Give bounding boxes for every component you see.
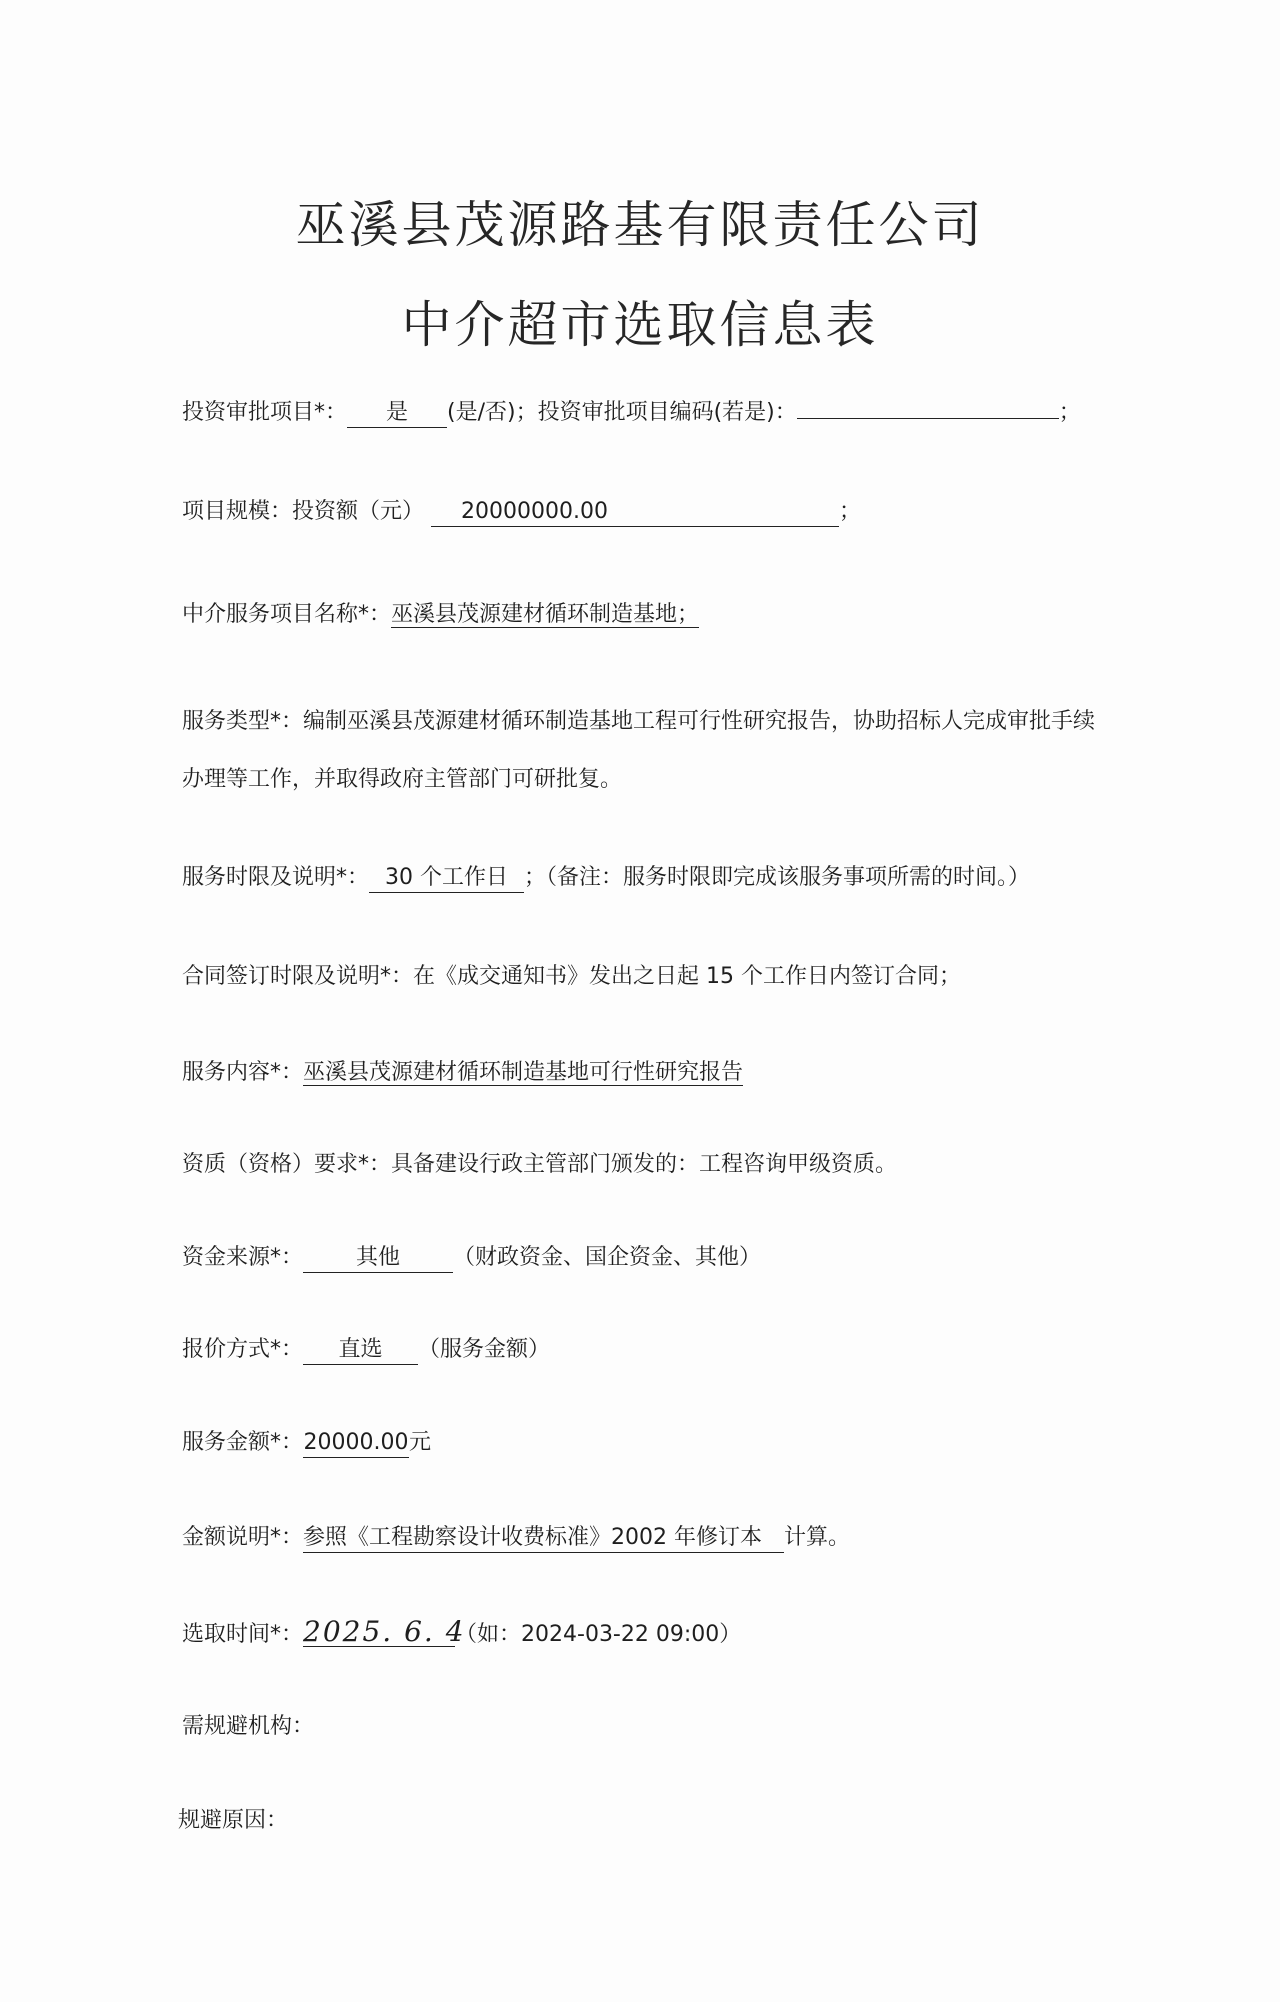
service-period-row [182, 863, 1030, 893]
selection-time-row [182, 1615, 742, 1650]
service-amount-unit: 元 [409, 1430, 432, 1455]
investment-approval-end: ； [1058, 400, 1081, 425]
selection-time-value[interactable]: 2025. 6. 4 [303, 1615, 466, 1648]
selection-time-label: 选取时间*： [182, 1622, 304, 1647]
service-type-row [182, 693, 1102, 809]
service-period-note: ；（备注：服务时限即完成该服务事项所需的时间。） [524, 865, 1031, 890]
quote-method-label: 报价方式*： [182, 1337, 304, 1362]
fund-source-label: 资金来源*： [182, 1245, 304, 1270]
investment-approval-options: (是/否)；投资审批项目编码(若是)： [447, 400, 797, 425]
service-project-name-value[interactable]: 巫溪县茂源建材循环制造基地； [391, 602, 700, 627]
fund-source-options: （财政资金、国企资金、其他） [453, 1245, 762, 1270]
service-type-label: 服务类型*： [182, 709, 304, 734]
amount-note-label: 金额说明*： [182, 1525, 304, 1550]
quote-method-row [182, 1335, 550, 1365]
project-scale-row [182, 497, 861, 527]
project-scale-label: 项目规模：投资额（元） [182, 499, 425, 524]
investment-approval-label: 投资审批项目*： [182, 400, 348, 425]
amount-note-value[interactable]: 参照《工程勘察设计收费标准》2002 年修订本 [303, 1524, 784, 1553]
selection-time-example: （如：2024-03-22 09:00） [455, 1622, 742, 1647]
investment-approval-value[interactable]: 是 [347, 399, 447, 428]
qualification-label: 资质（资格）要求*： [182, 1152, 392, 1177]
contract-signing-row [182, 962, 961, 992]
avoid-agency-row [182, 1712, 314, 1742]
contract-signing-value: 在《成交通知书》发出之日起 15 个工作日内签订合同； [413, 964, 961, 989]
contract-signing-label: 合同签订时限及说明*： [182, 964, 414, 989]
quote-method-value[interactable]: 直选 [303, 1336, 418, 1365]
fund-source-value[interactable]: 其他 [303, 1244, 453, 1273]
service-period-value[interactable]: 30 个工作日 [369, 864, 524, 893]
form-title: 中介超市选取信息表 [401, 296, 879, 354]
investment-approval-row [182, 398, 1081, 428]
qualification-value: 具备建设行政主管部门颁发的：工程咨询甲级资质。 [391, 1152, 898, 1177]
qualification-row [182, 1150, 897, 1180]
project-scale-value[interactable]: 20000000.00 [431, 498, 839, 527]
service-content-label: 服务内容*： [182, 1060, 304, 1085]
investment-code-field[interactable] [797, 418, 1059, 419]
avoid-reason-label: 规避原因： [178, 1808, 289, 1833]
avoid-agency-label: 需规避机构： [182, 1714, 315, 1739]
service-type-value: 编制巫溪县茂源建材循环制造基地工程可行性研究报告，协助招标人完成审批手续办理等工作，并取得政府主管部门可研批复。 [182, 709, 1096, 792]
service-project-name-row [182, 600, 699, 630]
project-scale-end: ； [839, 499, 862, 524]
service-amount-label: 服务金额*： [182, 1430, 304, 1455]
amount-note-end: 计算。 [784, 1525, 851, 1550]
service-content-value[interactable]: 巫溪县茂源建材循环制造基地可行性研究报告 [303, 1060, 744, 1085]
company-title: 巫溪县茂源路基有限责任公司 [295, 196, 985, 254]
service-amount-row [182, 1428, 431, 1458]
service-content-row [182, 1058, 743, 1088]
service-amount-value[interactable]: 20000.00 [303, 1429, 409, 1458]
quote-method-options: （服务金额） [418, 1337, 551, 1362]
service-project-name-label: 中介服务项目名称*： [182, 602, 392, 627]
amount-note-row [182, 1523, 850, 1553]
avoid-reason-row [178, 1806, 288, 1836]
fund-source-row [182, 1243, 761, 1273]
service-period-label: 服务时限及说明*： [182, 865, 370, 890]
